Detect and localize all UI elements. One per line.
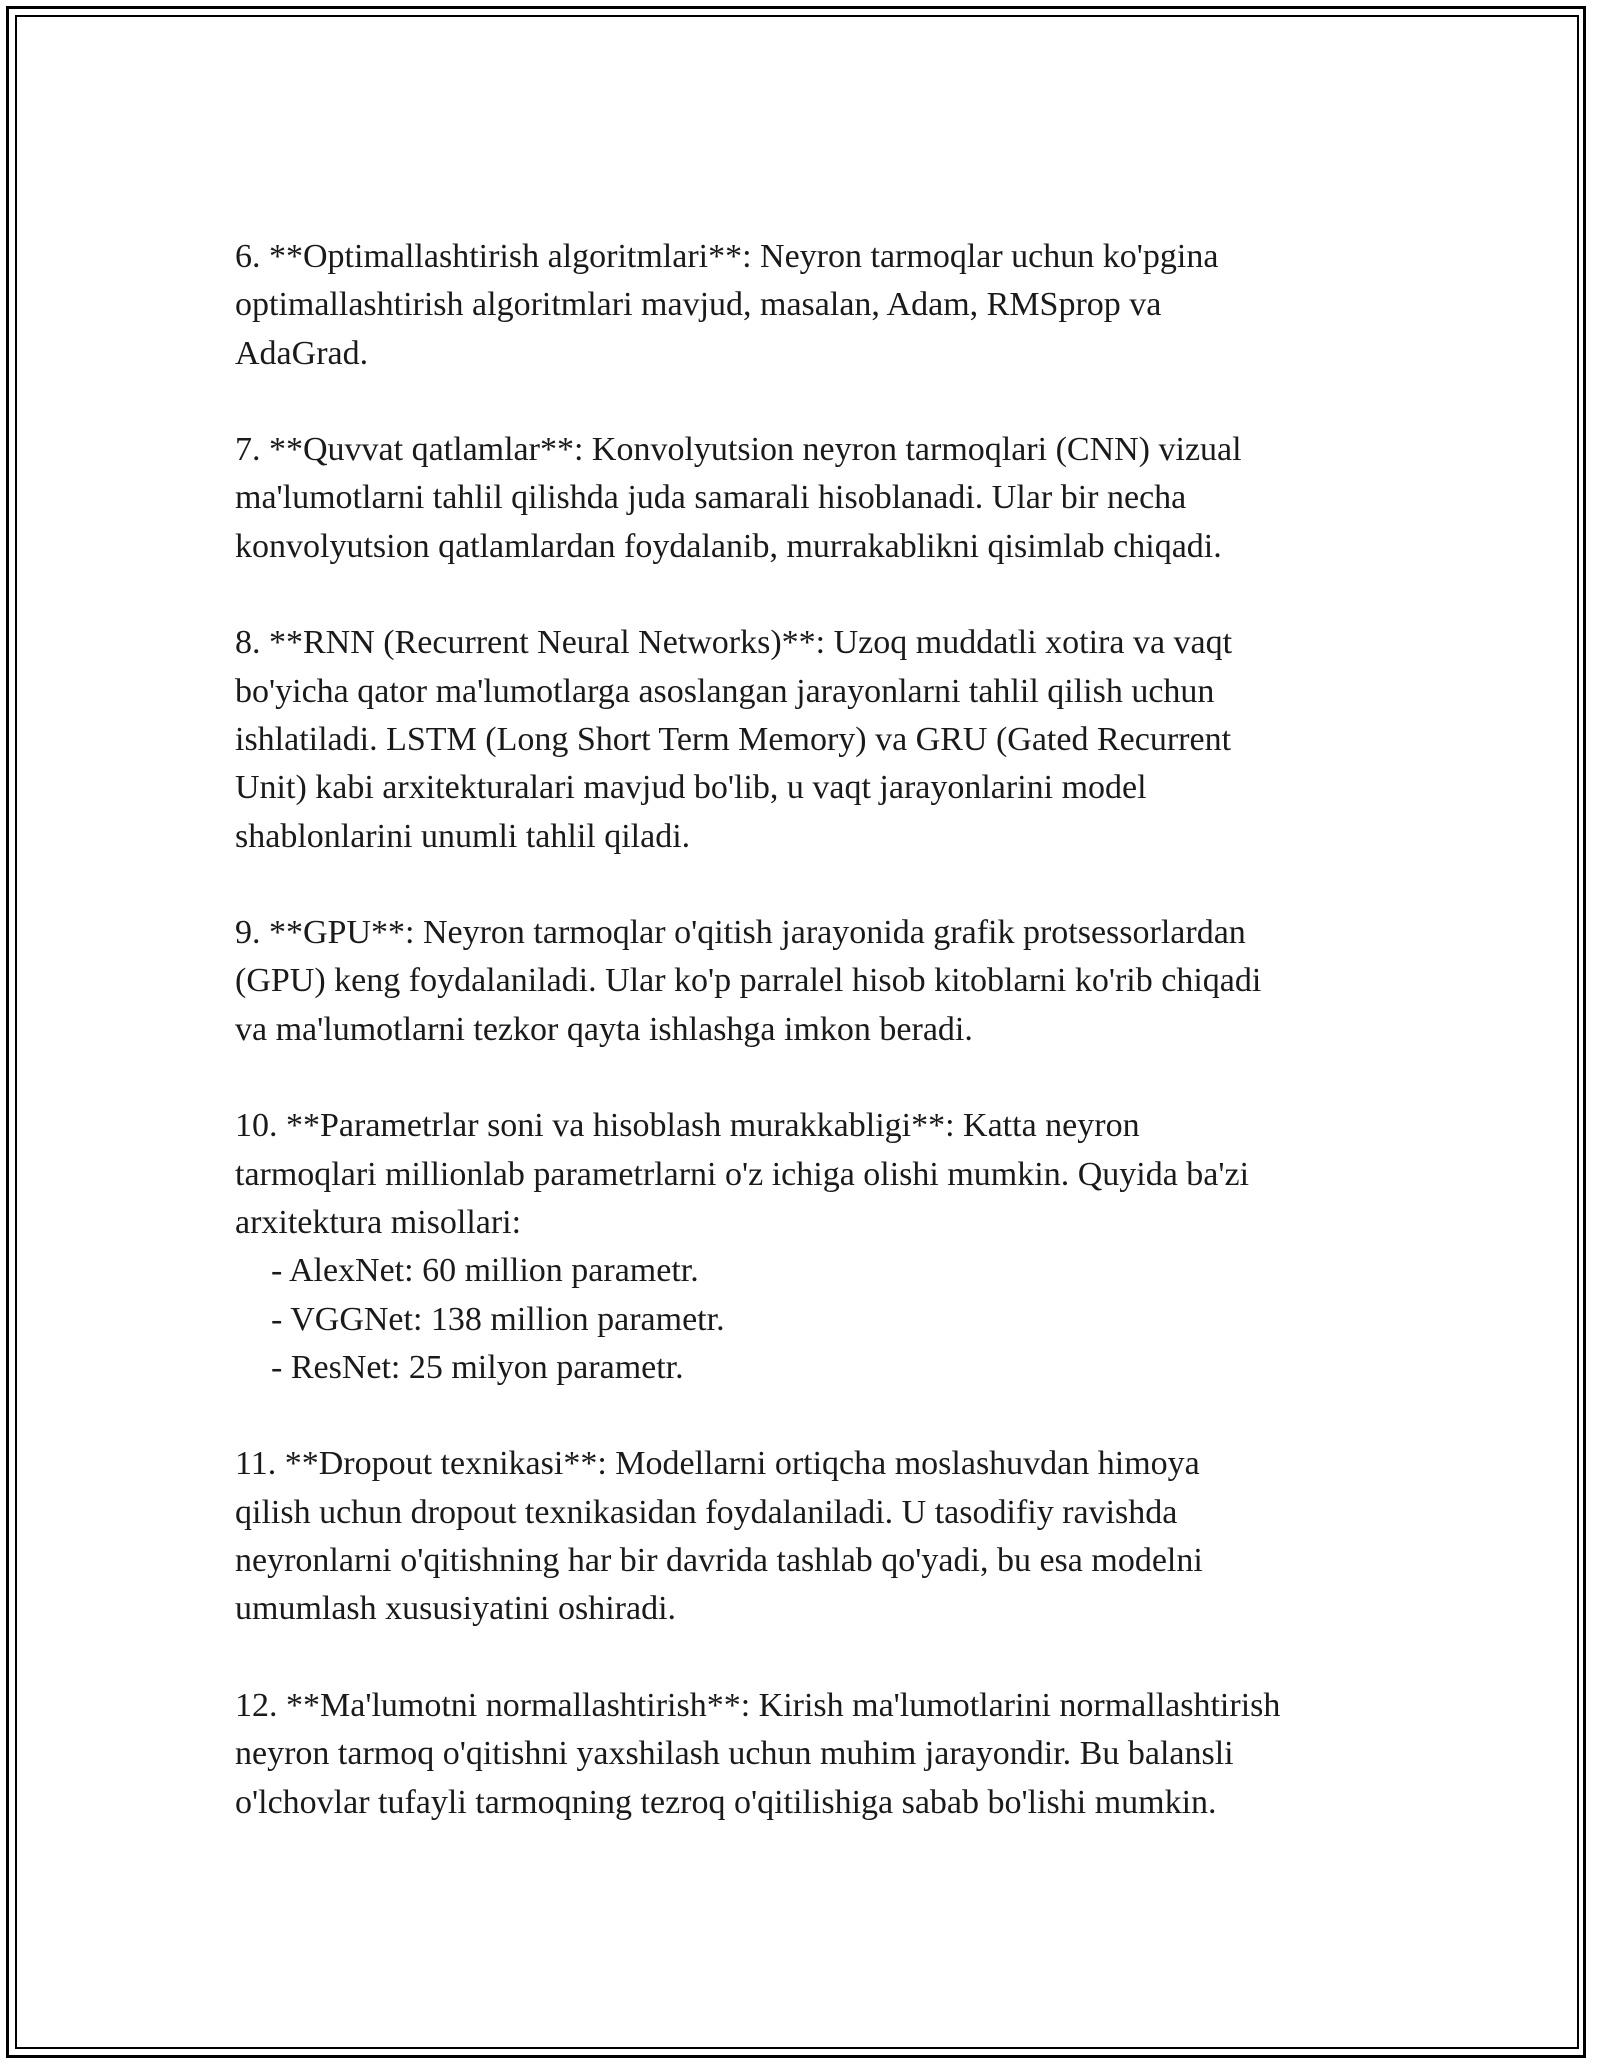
text-line: arxitektura misollari: — [235, 1203, 522, 1241]
text-line: AdaGrad. — [235, 334, 369, 372]
text-line: 6. **Optimallashtirish algoritmlari**: Neyron tarmoqlar uchun ko'pgina — [235, 238, 1219, 275]
text-line: neyronlarni o'qitishning har bir davrida tashlab qo'yadi, bu esa modelni — [235, 1542, 1203, 1580]
text-line: tarmoqlari millionlab parametrlarni o'z ichiga olishi mumkin. Quyida ba'zi — [235, 1155, 1250, 1193]
text-line: umumlash xususiyatini oshiradi. — [235, 1590, 677, 1628]
paragraph-10-parameters — [235, 1102, 1385, 1392]
text-line: shablonlarini unumli tahlil qiladi. — [235, 817, 691, 855]
list-item-vggnet: - VGGNet: 138 million parametr. — [271, 1300, 725, 1338]
list-item-alexnet: - AlexNet: 60 million parametr. — [271, 1252, 699, 1290]
text-line: ma'lumotlarni tahlil qilishda juda samarali hisoblanadi. Ular bir necha — [235, 479, 1187, 517]
paragraph-12-normalization — [235, 1682, 1385, 1827]
text-line: va ma'lumotlarni tezkor qayta ishlashga imkon beradi. — [235, 1010, 973, 1048]
text-line: 10. **Parametrlar soni va hisoblash murakkabligi**: Katta neyron — [235, 1107, 1140, 1145]
text-line: 11. **Dropout texnikasi**: Modellarni ortiqcha moslashuvdan himoya — [235, 1445, 1200, 1483]
document-body — [235, 233, 1385, 1875]
text-line: (GPU) keng foydalaniladi. Ular ko'p parralel hisob kitoblarni ko'rib chiqadi — [235, 962, 1262, 1000]
list-item-resnet: - ResNet: 25 milyon parametr. — [271, 1348, 684, 1386]
text-line: konvolyutsion qatlamlardan foydalanib, murrakablikni qisimlab chiqadi. — [235, 527, 1222, 565]
text-line: 9. **GPU**: Neyron tarmoqlar o'qitish jarayonida grafik protsessorlardan — [235, 914, 1246, 952]
text-line: bo'yicha qator ma'lumotlarga asoslangan jarayonlarni tahlil qilish uchun — [235, 672, 1215, 710]
paragraph-7-layers — [235, 426, 1385, 571]
text-line: 8. **RNN (Recurrent Neural Networks)**: Uzoq muddatli xotira va vaqt — [235, 624, 1233, 662]
text-line: o'lchovlar tufayli tarmoqning tezroq o'qitilishiga sabab bo'lishi mumkin. — [235, 1783, 1217, 1821]
paragraph-11-dropout — [235, 1440, 1385, 1633]
text-line: Unit) kabi arxitekturalari mavjud bo'lib, u vaqt jarayonlarini model — [235, 769, 1147, 807]
text-line: 12. **Ma'lumotni normallashtirish**: Kirish ma'lumotlarini normallashtirish — [235, 1686, 1281, 1724]
paragraph-9-gpu — [235, 909, 1385, 1054]
text-line: ishlatiladi. LSTM (Long Short Term Memory) va GRU (Gated Recurrent — [235, 720, 1232, 758]
text-line: qilish uchun dropout texnikasidan foydalaniladi. U tasodifiy ravishda — [235, 1493, 1178, 1531]
paragraph-8-rnn — [235, 619, 1385, 860]
text-line: optimallashtirish algoritmlari mavjud, masalan, Adam, RMSprop va — [235, 286, 1162, 324]
text-line: neyron tarmoq o'qitishni yaxshilash uchun muhim jarayondir. Bu balansli — [235, 1735, 1234, 1773]
text-line: 7. **Quvvat qatlamlar**: Konvolyutsion neyron tarmoqlari (CNN) vizual — [235, 431, 1242, 469]
paragraph-6-optimization-algorithms — [235, 233, 1385, 378]
